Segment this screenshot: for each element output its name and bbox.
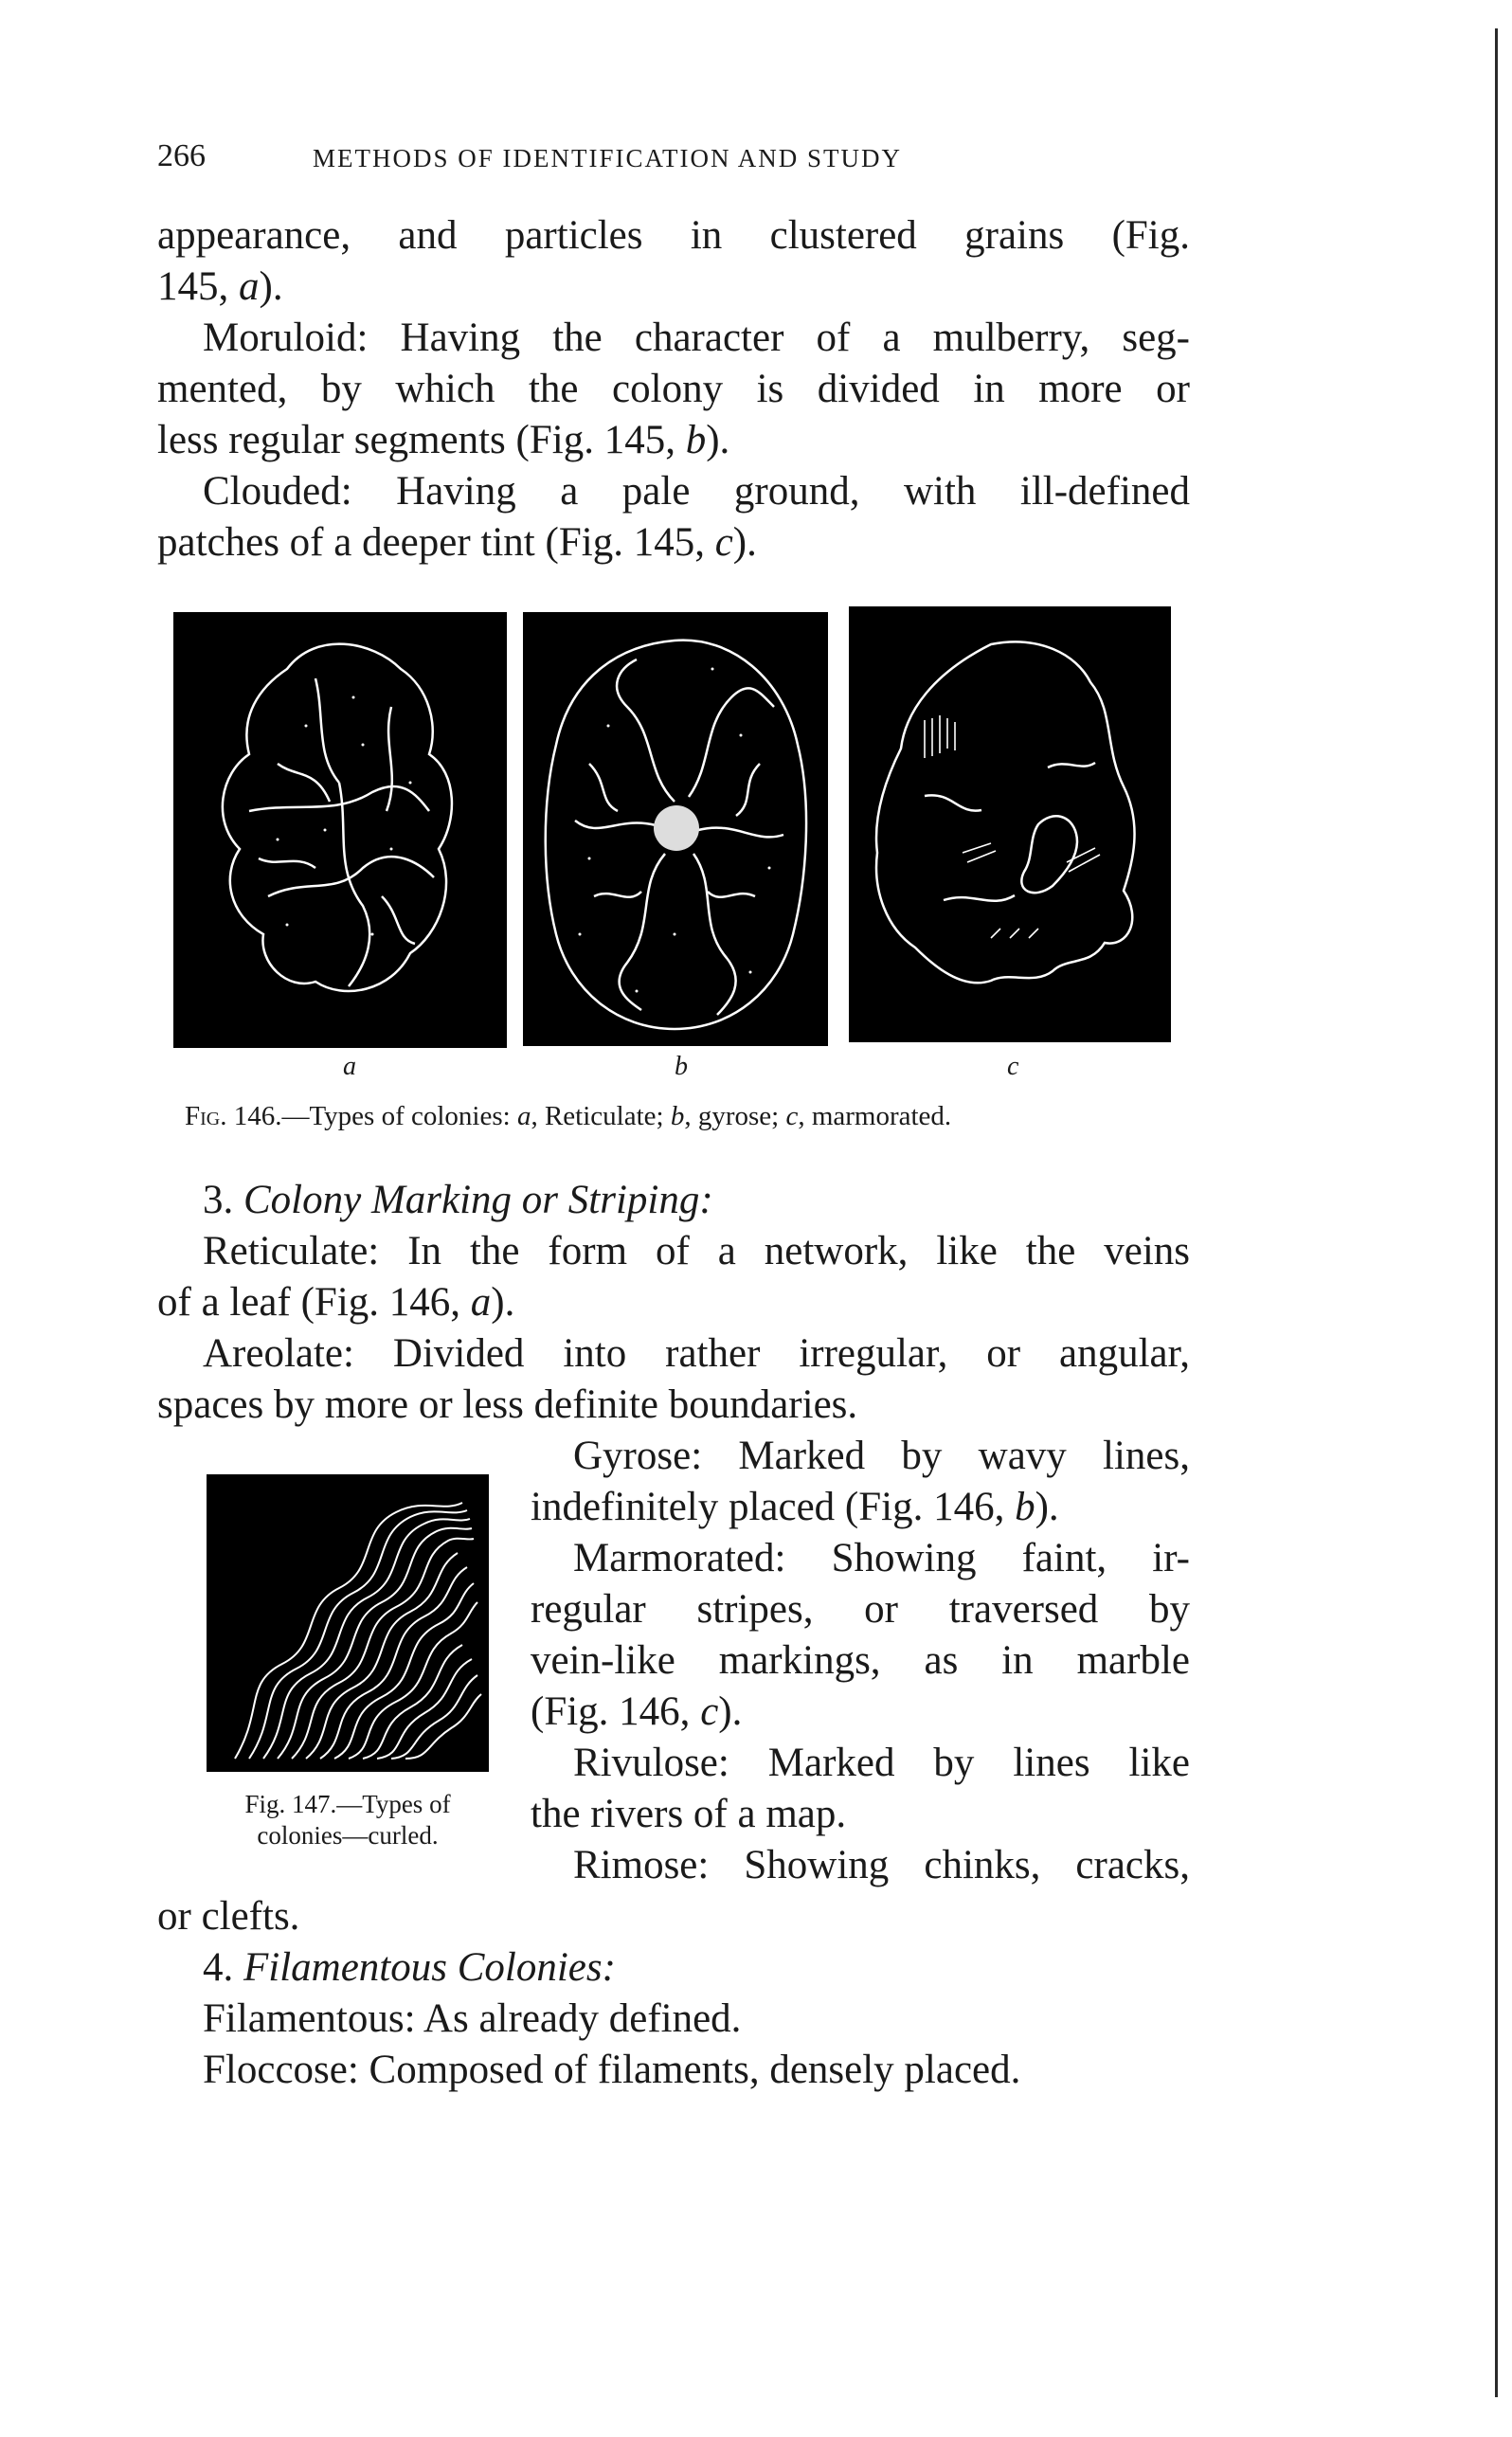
text-line-21 <box>573 1840 1190 1891</box>
marmorated-colony-illustration <box>849 606 1171 1042</box>
figure-146b-gyrose <box>523 612 828 1046</box>
text-span-italic: b <box>685 418 707 462</box>
text-span: ). <box>706 418 730 462</box>
text-span: ). <box>259 264 283 309</box>
text-span-italic: Colony Marking or Striping: <box>243 1178 713 1222</box>
text-span: Areolate: Divided into rather irregular, or angular, <box>203 1331 1190 1376</box>
page-header <box>157 138 1199 176</box>
text-span-italic: c <box>714 520 733 565</box>
text-span-italic: c <box>700 1689 719 1734</box>
text-span-italic: Filamentous Colonies: <box>243 1945 616 1990</box>
figure-146-label-b: b <box>675 1052 688 1081</box>
text-span: spaces by more or less definite boundaries. <box>157 1382 858 1427</box>
figure-147-caption-line-2: colonies—curled. <box>257 1821 439 1850</box>
text-line-10 <box>157 1277 514 1328</box>
figure-147-caption-line-1 <box>193 1789 502 1820</box>
caption-italic: b <box>670 1101 685 1131</box>
text-span: regular stripes, or traversed by <box>531 1587 1190 1632</box>
running-head: METHODS OF IDENTIFICATION AND STUDY <box>313 144 902 172</box>
text-span: Marmorated: Showing faint, ir- <box>573 1536 1190 1580</box>
text-span: ). <box>718 1689 743 1734</box>
text-line-15 <box>573 1533 1190 1584</box>
text-span: of a leaf (Fig. 146, <box>157 1280 471 1325</box>
text-span: 3. <box>203 1178 243 1222</box>
text-span: vein-like markings, as in marble <box>531 1638 1190 1683</box>
gyrose-colony-illustration <box>523 612 828 1046</box>
text-line-4 <box>157 364 1190 415</box>
text-line-9 <box>203 1226 1190 1277</box>
text-span: patches of a deeper tint (Fig. 145, <box>157 520 715 565</box>
figure-146a-reticulate <box>173 612 507 1048</box>
text-line-3 <box>203 313 1190 364</box>
text-line-13 <box>573 1431 1190 1482</box>
text-line-18 <box>531 1687 742 1738</box>
text-line-7 <box>157 517 757 569</box>
caption-text: —Types of colonies: <box>281 1101 517 1131</box>
text-span: Gyrose: Marked by wavy lines, <box>573 1434 1190 1478</box>
text-span-italic: b <box>1015 1485 1035 1529</box>
text-span-italic: a <box>239 264 260 309</box>
text-line-2 <box>157 262 283 313</box>
text-line-11 <box>203 1328 1190 1380</box>
text-line-17 <box>531 1635 1190 1687</box>
text-span: (Fig. 146, <box>531 1689 701 1734</box>
text-span: ). <box>491 1280 515 1325</box>
figure-146-label-a: a <box>343 1052 356 1081</box>
text-span: appearance, and particles in clustered grains (Fig. <box>157 213 1190 258</box>
caption-fig-number: Fig. 147. <box>244 1790 337 1818</box>
section-3-heading <box>203 1175 713 1226</box>
text-line-1 <box>157 210 1190 262</box>
text-span: Rimose: Showing chinks, cracks, <box>573 1843 1190 1887</box>
caption-italic: c <box>785 1101 799 1131</box>
caption-text: , marmorated. <box>798 1101 952 1131</box>
text-line-5 <box>157 415 729 466</box>
text-line-16 <box>531 1584 1190 1635</box>
text-line-20 <box>531 1789 846 1840</box>
text-line-24 <box>203 1994 741 2045</box>
text-span-italic: a <box>470 1280 492 1325</box>
section-4-heading <box>203 1942 616 1994</box>
text-span: indefinitely placed (Fig. 146, <box>531 1485 1016 1529</box>
curled-colony-illustration <box>207 1474 489 1772</box>
text-span: or clefts. <box>157 1894 300 1939</box>
caption-text: , Reticulate; <box>531 1101 671 1131</box>
page-edge-rule <box>1495 28 1498 2397</box>
page-number: 266 <box>157 138 206 173</box>
text-span: Clouded: Having a pale ground, with ill-defined <box>203 469 1190 514</box>
caption-italic: a <box>516 1101 531 1131</box>
text-span: Reticulate: In the form of a network, like the veins <box>203 1229 1190 1273</box>
figure-147-curled <box>207 1474 489 1772</box>
text-span: the rivers of a map. <box>531 1792 847 1836</box>
text-span: Filamentous: As already defined. <box>203 1996 742 2041</box>
text-span: 145, <box>157 264 239 309</box>
text-span: Moruloid: Having the character of a mulberry, seg- <box>203 316 1190 360</box>
text-line-22 <box>157 1891 299 1942</box>
text-line-19 <box>573 1738 1190 1789</box>
text-span: Floccose: Composed of filaments, densely placed. <box>203 2048 1021 2092</box>
figure-146-label-c: c <box>1007 1052 1019 1081</box>
text-line-12 <box>157 1380 857 1431</box>
text-span: 4. <box>203 1945 243 1990</box>
caption-text: —Types of <box>336 1790 451 1818</box>
reticulate-colony-illustration <box>173 612 507 1048</box>
text-span: less regular segments (Fig. 145, <box>157 418 686 462</box>
text-line-25 <box>203 2045 1020 2096</box>
figure-146c-marmorated <box>849 606 1171 1042</box>
text-span: ). <box>732 520 757 565</box>
caption-fig-number: Fig. 146. <box>185 1101 282 1131</box>
figure-146-caption <box>185 1099 951 1133</box>
text-span: Rivulose: Marked by lines like <box>573 1741 1190 1785</box>
figure-147-caption <box>193 1789 502 1851</box>
text-line-6 <box>203 466 1190 517</box>
text-span: ). <box>1035 1485 1059 1529</box>
caption-text: , gyrose; <box>684 1101 786 1131</box>
text-line-14 <box>531 1482 1059 1533</box>
text-span: mented, by which the colony is divided in more or <box>157 367 1190 411</box>
